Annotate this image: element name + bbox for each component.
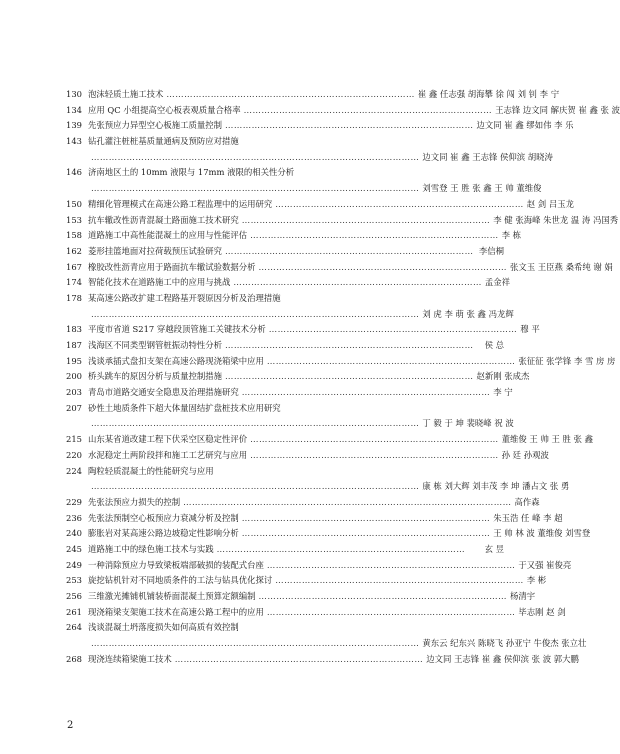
- entry-page-number: 174: [66, 277, 82, 288]
- toc-entry[interactable]: [66, 542, 504, 558]
- dot-leader: …………………………………………………………………………: [233, 277, 482, 288]
- toc-entry[interactable]: [66, 573, 547, 589]
- dot-leader: …………………………………………………………………………: [241, 512, 491, 523]
- entry-page-number: 229: [66, 496, 82, 507]
- entry-page-number: 183: [66, 324, 82, 335]
- entry-authors: 李 栋: [501, 230, 522, 241]
- entry-page-number: 236: [66, 512, 82, 523]
- entry-page-number: 158: [66, 230, 82, 241]
- entry-page-number: 224: [66, 465, 82, 476]
- entry-authors: 边文同 王志锋 崔 鑫 侯仰滨 张 波 郭大鹏: [426, 653, 579, 664]
- entry-authors: 李 彬: [526, 575, 547, 586]
- dot-leader: …………………………………………………………………………: [243, 104, 493, 115]
- dot-leader: …………………………………………………………………………: [241, 387, 491, 398]
- entry-authors: 康 栋 刘大辉 刘丰茂 李 坤 潘占文 张 勇: [422, 481, 570, 492]
- toc-entry[interactable]: [66, 589, 536, 605]
- toc-entry[interactable]: [66, 322, 540, 338]
- entry-title: 应用 QC 小组提高空心板表观质量合格率: [88, 104, 241, 115]
- entry-page-number: 162: [66, 245, 82, 256]
- entry-title: 一种消除预应力导致梁板端部破损的装配式台座: [88, 559, 264, 570]
- entry-authors: 李信桐: [478, 245, 504, 256]
- entry-title: 菱形挂篮地面对拉荷载预压试验研究: [88, 245, 222, 256]
- entry-authors: 赵新刚 张成杰: [476, 371, 530, 382]
- entry-page-number: 143: [66, 136, 82, 147]
- entry-page-number: 203: [66, 387, 82, 398]
- dot-leader: …………………………………………………………………………: [241, 214, 491, 225]
- toc-entry[interactable]: [66, 495, 540, 511]
- entry-authors: 崔 鑫 任志强 胡海攀 徐 闯 刘 钊 李 宁: [417, 89, 560, 99]
- entry-page-number: 167: [66, 261, 82, 272]
- entry-authors: 侯 总: [484, 340, 504, 350]
- toc-entry[interactable]: [66, 385, 513, 401]
- entry-title: 某高速公路改扩建工程路基开裂原因分析及治理措施: [88, 292, 281, 303]
- entry-title: 平度市省道 S217 穿越段顶管施工关键技术分析: [88, 324, 266, 335]
- entry-authors: 赵 剑 吕玉龙: [526, 198, 574, 209]
- dot-leader: …………………………………………………………………………………………………: [91, 151, 420, 162]
- dot-leader: …………………………………………………………………………: [166, 89, 415, 99]
- entry-authors: 穆 平: [520, 324, 540, 335]
- entry-authors: 玄 昱: [484, 543, 504, 554]
- dot-leader: …………………………………………………………………………: [174, 653, 424, 664]
- entry-page-number: 240: [66, 528, 82, 539]
- entry-title: 先张预应力异型空心板施工质量控制: [88, 120, 222, 131]
- toc-entry[interactable]: [66, 511, 563, 527]
- entry-authors: 杨清宇: [510, 591, 536, 601]
- dot-leader: …………………………………………………………………………: [250, 434, 499, 445]
- entry-authors: 刘雪登 王 胜 张 鑫 王 帅 董维俊: [422, 183, 542, 194]
- toc-entry[interactable]: [66, 401, 514, 432]
- entry-authors: 李 健 张海峰 朱世龙 温 涛 冯国秀: [493, 214, 619, 225]
- entry-title: 精细化管理模式在高速公路工程监理中的运用研究: [88, 198, 273, 209]
- entry-title: 浅谈承插式盘扣支架在高速公路现浇箱梁中应用: [88, 355, 264, 366]
- dot-leader: …………………………………………………………………………: [225, 371, 474, 382]
- dot-leader: …………………………………………………………………………………………………: [91, 638, 420, 649]
- entry-title: 先张法预应力损失的控制: [88, 496, 181, 507]
- entry-authors: 边文同 崔 鑫 缪如伟 李 乐: [476, 120, 574, 131]
- toc-entry[interactable]: [66, 87, 560, 103]
- dot-leader: …………………………………………………………………………: [275, 575, 524, 586]
- entry-title: 旋挖钻机针对不同地质条件的工法与钻具优化探讨: [88, 575, 273, 586]
- entry-page-number: 261: [66, 606, 82, 617]
- toc-entry[interactable]: [66, 526, 591, 542]
- entry-title: 陶粒轻质混凝土的性能研究与应用: [88, 465, 214, 476]
- entry-authors: 王 帅 林 波 董维俊 刘雪登: [493, 528, 591, 539]
- dot-leader: …………………………………………………………………………: [268, 324, 518, 335]
- entry-authors: 张征征 张学锋 李 雪 房 房: [518, 355, 616, 366]
- dot-leader: …………………………………………………………………………: [225, 120, 474, 131]
- entry-title: 橡胶改性沥青应用于路面抗车辙试验数据分析: [88, 261, 256, 272]
- entry-title: 钻孔灌注桩桩基质量通病及预防应对措施: [88, 136, 239, 147]
- entry-page-number: 153: [66, 214, 82, 225]
- toc-entry[interactable]: [66, 103, 620, 119]
- entry-authors: 刘 虎 李 萌 张 鑫 冯龙辉: [422, 308, 514, 319]
- dot-leader: …………………………………………………………………………: [241, 528, 491, 539]
- toc-entry[interactable]: [66, 291, 514, 322]
- dot-leader: …………………………………………………………………………………………………: [91, 481, 420, 492]
- dot-leader: …………………………………………………………………………………………………: [91, 183, 420, 194]
- entry-title: 浅谈混凝土坍落度损失如何高质有效控制: [88, 622, 239, 633]
- entry-page-number: 256: [66, 591, 82, 601]
- toc-entry[interactable]: [66, 244, 504, 260]
- entry-title: 山东某省道改建工程下伏采空区稳定性评价: [88, 434, 248, 445]
- dot-leader: …………………………………………………………………………: [258, 591, 507, 601]
- toc-entry[interactable]: [66, 118, 574, 134]
- dot-leader: …………………………………………………………………………: [250, 230, 499, 241]
- entry-title: 桥头跳车的原因分析与质量控制措施: [88, 371, 222, 382]
- toc-entry[interactable]: [66, 620, 587, 651]
- dot-leader: …………………………………………………………………………………………………: [91, 308, 420, 319]
- toc-entry[interactable]: [66, 260, 613, 276]
- entry-title: 三维激光摊铺机铺装桥面混凝土预算定额编制: [88, 591, 256, 601]
- dot-leader: …………………………………………………………………………: [225, 245, 474, 256]
- toc-entry[interactable]: [66, 197, 574, 213]
- toc-entry[interactable]: [66, 369, 530, 385]
- toc-entry[interactable]: [66, 165, 542, 196]
- dot-leader: …………………………………………………………………………: [258, 261, 507, 272]
- entry-title: 智能化技术在道路施工中的应用与挑战: [88, 277, 231, 288]
- entry-page-number: 195: [66, 355, 82, 366]
- entry-authors: 于又强 崔俊亮: [518, 559, 572, 570]
- entry-page-number: 220: [66, 449, 82, 460]
- entry-page-number: 249: [66, 559, 82, 570]
- entry-authors: 丁 毅 于 坤 裴晓峰 祝 波: [422, 418, 514, 429]
- entry-title: 膨胀岩对某高速公路边坡稳定性影响分析: [88, 528, 239, 539]
- entry-authors: 高作森: [514, 496, 540, 507]
- entry-authors: 董维俊 王 帅 王 胜 张 鑫: [501, 434, 593, 445]
- entry-title: 抗车辙改性沥青混凝土路面施工技术研究: [88, 214, 239, 225]
- toc-entry[interactable]: [66, 448, 549, 464]
- dot-leader: …………………………………………………………………………: [225, 340, 474, 350]
- entry-page-number: 187: [66, 340, 82, 350]
- entry-title: 现浇箱梁支架施工技术在高速公路工程中的应用: [88, 606, 264, 617]
- toc-entry[interactable]: [66, 558, 572, 574]
- toc-entry[interactable]: [66, 134, 553, 165]
- toc-entry[interactable]: [66, 275, 510, 291]
- entry-authors: 孙 廷 孙观波: [501, 449, 549, 460]
- dot-leader: …………………………………………………………………………: [266, 606, 516, 617]
- table-of-contents: [66, 87, 620, 667]
- toc-entry[interactable]: [66, 338, 504, 354]
- toc-entry[interactable]: [66, 432, 593, 448]
- entry-title: 浅海区不同类型钢管桩振动特性分析: [88, 340, 222, 350]
- entry-page-number: 130: [66, 89, 82, 99]
- toc-entry[interactable]: [66, 464, 570, 495]
- entry-title: 先张法预制空心板预应力衰减分析及控制: [88, 512, 239, 523]
- entry-authors: 王志锋 边文同 解庆贺 崔 鑫 张 波: [495, 104, 620, 115]
- entry-page-number: 268: [66, 653, 82, 664]
- dot-leader: …………………………………………………………………………: [266, 355, 516, 366]
- entry-page-number: 150: [66, 198, 82, 209]
- entry-page-number: 264: [66, 622, 82, 633]
- entry-title: 现浇连续箱梁施工技术: [88, 653, 172, 664]
- entry-page-number: 215: [66, 434, 82, 445]
- entry-page-number: 134: [66, 104, 82, 115]
- entry-authors: 李 宁: [493, 387, 513, 398]
- dot-leader: …………………………………………………………………………: [216, 543, 466, 554]
- entry-title: 泡沫轻质土施工技术: [88, 89, 164, 99]
- entry-authors: 朱玉浩 任 峰 李 超: [493, 512, 563, 523]
- entry-authors: 孟金祥: [484, 277, 510, 288]
- entry-page-number: 245: [66, 543, 82, 554]
- entry-authors: 毕志刚 赵 剑: [518, 606, 566, 617]
- page-number: 2: [67, 720, 74, 731]
- toc-entry[interactable]: [66, 213, 619, 229]
- dot-leader: …………………………………………………………………………: [266, 559, 516, 570]
- dot-leader: …………………………………………………………………………………………………: [183, 496, 512, 507]
- toc-entry[interactable]: [66, 605, 566, 621]
- entry-title: 济南地区土的 10mm 液限与 17mm 液限的相关性分析: [88, 167, 295, 178]
- dot-leader: …………………………………………………………………………: [250, 449, 499, 460]
- entry-page-number: 139: [66, 120, 82, 131]
- entry-authors: 张文玉 王臣燕 桑希纯 谢 娟: [510, 261, 613, 272]
- entry-title: 道路施工中的绿色施工技术与实践: [88, 543, 214, 554]
- toc-entry[interactable]: [66, 228, 522, 244]
- entry-title: 砂性土地质条件下超大体量固结扩盘桩技术应用研究: [88, 402, 281, 413]
- entry-page-number: 200: [66, 371, 82, 382]
- entry-page-number: 146: [66, 167, 82, 178]
- entry-title: 道路施工中高性能混凝土的应用与性能评估: [88, 230, 248, 241]
- entry-authors: 边文同 崔 鑫 王志锋 侯仰滨 胡晓涛: [422, 151, 553, 162]
- entry-title: 水泥稳定土两阶段拌和施工工艺研究与应用: [88, 449, 248, 460]
- entry-page-number: 253: [66, 575, 82, 586]
- toc-entry[interactable]: [66, 652, 579, 668]
- entry-page-number: 207: [66, 402, 82, 413]
- entry-title: 青岛市道路交通安全隐患及治理措施研究: [88, 387, 239, 398]
- entry-page-number: 178: [66, 292, 82, 303]
- dot-leader: …………………………………………………………………………: [275, 198, 524, 209]
- entry-authors: 黄东云 纪东兴 陈晓飞 孙亚宁 牛俊杰 张立壮: [422, 638, 587, 649]
- toc-entry[interactable]: [66, 354, 616, 370]
- dot-leader: …………………………………………………………………………………………………: [91, 418, 420, 429]
